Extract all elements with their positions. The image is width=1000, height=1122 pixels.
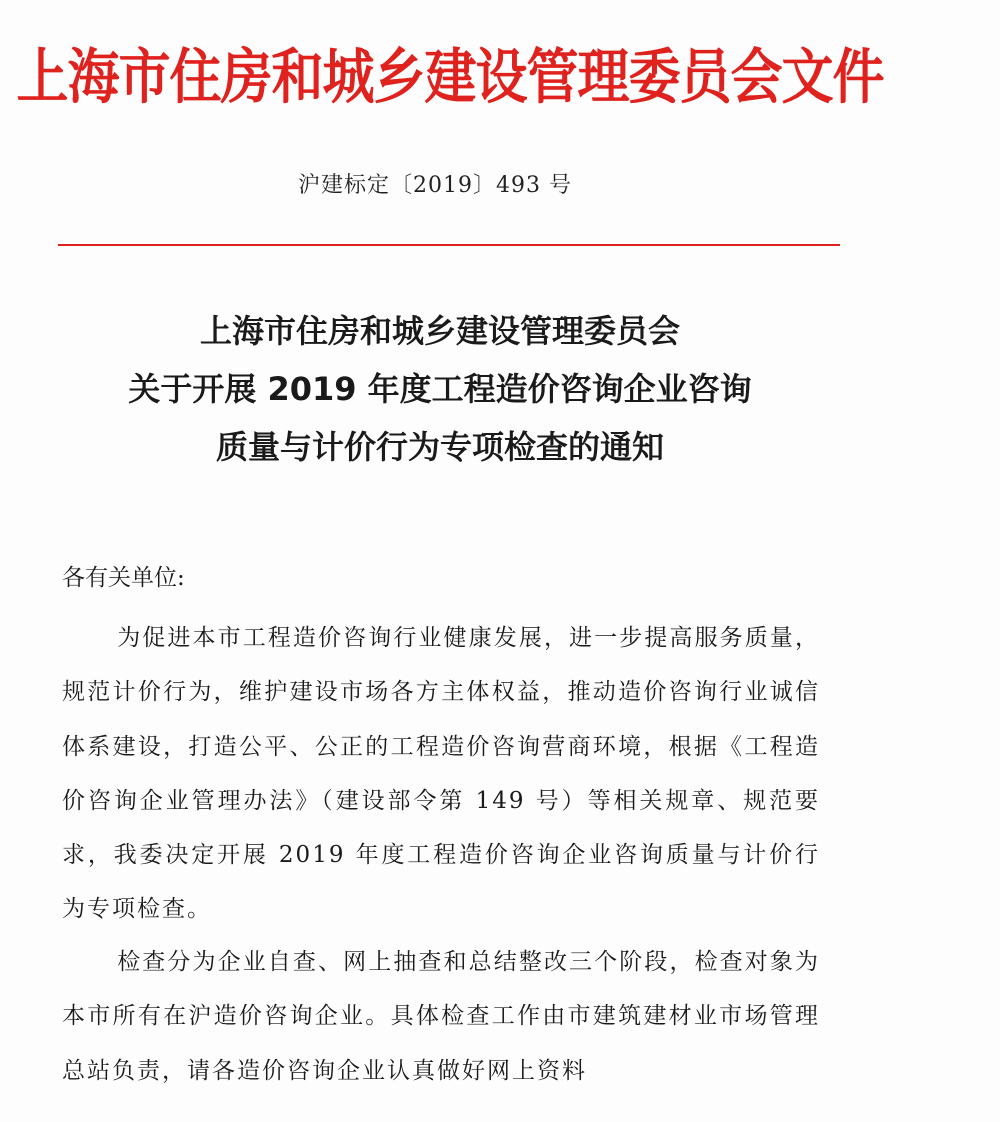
notice-title bbox=[0, 302, 880, 476]
salutation: 各有关单位: bbox=[62, 565, 185, 591]
red-divider bbox=[58, 244, 840, 246]
masthead-title: 上海市住房和城乡建设管理委员会文件 bbox=[16, 43, 884, 113]
title-line-1: 上海市住房和城乡建设管理委员会 bbox=[199, 312, 680, 350]
paragraph-1: 为促进本市工程造价咨询行业健康发展，进一步提高服务质量，规范计价行为，维护建设市场各方主体权益，推动造价咨询行业诚信体系建设，打造公平、公正的工程造价咨询营商环境，根据《工程造价咨询企业管理办法》（建设部令第 149 号）等相关规章、规范要求，我委决定开展 2019 年度工程造价咨询企业咨询质量与计价行为专项检查。 bbox=[62, 625, 820, 923]
paragraph-2: 检查分为企业自查、网上抽查和总结整改三个阶段，检查对象为本市所有在沪造价咨询企业。具体检查工作由市建筑建材业市场管理总站负责，请各造价咨询企业认真做好网上资料 bbox=[62, 949, 820, 1084]
title-line-3: 质量与计价行为专项检查的通知 bbox=[215, 428, 664, 466]
title-line-2: 关于开展 2019 年度工程造价咨询企业咨询 bbox=[128, 370, 752, 408]
document-number: 沪建标定〔2019〕493 号 bbox=[298, 173, 572, 198]
